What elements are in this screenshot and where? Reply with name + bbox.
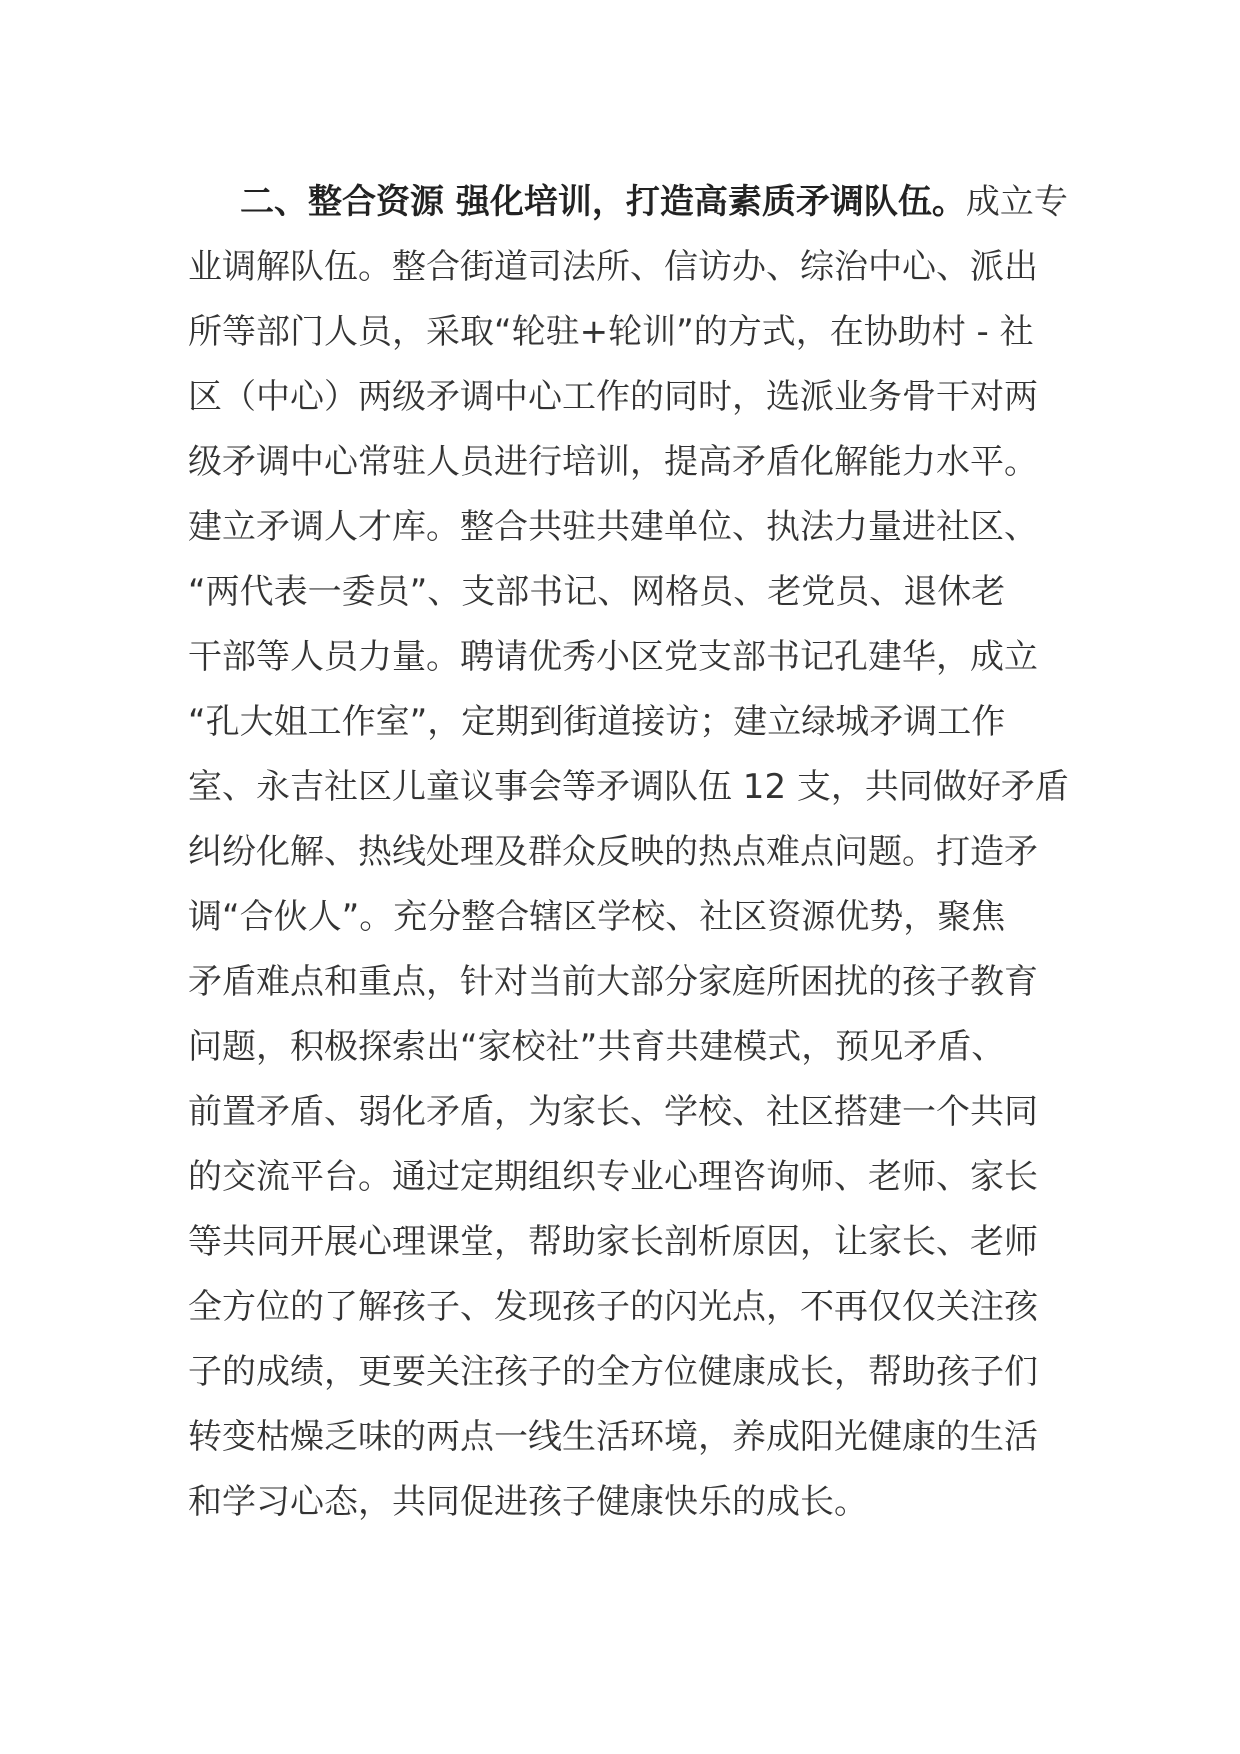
paragraph-line: 区（中心）两级矛调中心工作的同时，选派业务骨干对两 <box>188 377 1038 417</box>
section-heading: 二、整合资源 强化培训，打造高素质矛调队伍。 <box>240 182 966 222</box>
paragraph-line-1 <box>188 170 1068 235</box>
paragraph-text: 成立专 <box>965 182 1068 222</box>
paragraph-line: 室、永吉社区儿童议事会等矛调队伍 12 支，共同做好矛盾 <box>188 767 1069 807</box>
paragraph-line: 干部等人员力量。聘请优秀小区党支部书记孔建华，成立 <box>188 637 1038 677</box>
paragraph-line: 全方位的了解孩子、发现孩子的闪光点，不再仅仅关注孩 <box>188 1287 1038 1327</box>
paragraph-line: 所等部门人员，采取“轮驻+轮训”的方式，在协助村 - 社 <box>188 312 1034 352</box>
paragraph-line: 建立矛调人才库。整合共驻共建单位、执法力量进社区、 <box>188 507 1038 547</box>
paragraph-line: 矛盾难点和重点，针对当前大部分家庭所困扰的孩子教育 <box>188 962 1038 1002</box>
paragraph-line: 调“合伙人”。充分整合辖区学校、社区资源优势，聚焦 <box>188 897 1006 937</box>
paragraph-line: “孔大姐工作室”，定期到街道接访；建立绿城矛调工作 <box>188 702 1006 742</box>
paragraph-line: 业调解队伍。整合街道司法所、信访办、综治中心、派出 <box>188 247 1038 287</box>
paragraph-line: 问题，积极探索出“家校社”共育共建模式，预见矛盾、 <box>188 1027 1006 1067</box>
paragraph-line: 的交流平台。通过定期组织专业心理咨询师、老师、家长 <box>188 1157 1038 1197</box>
paragraph-line: 子的成绩，更要关注孩子的全方位健康成长，帮助孩子们 <box>188 1352 1038 1392</box>
paragraph-line: 等共同开展心理课堂，帮助家长剖析原因，让家长、老师 <box>188 1222 1038 1262</box>
paragraph-line: 转变枯燥乏味的两点一线生活环境，养成阳光健康的生活 <box>188 1417 1038 1457</box>
paragraph-line: 级矛调中心常驻人员进行培训，提高矛盾化解能力水平。 <box>188 442 1038 482</box>
paragraph-line: 纠纷化解、热线处理及群众反映的热点难点问题。打造矛 <box>188 832 1038 872</box>
paragraph-line: 前置矛盾、弱化矛盾，为家长、学校、社区搭建一个共同 <box>188 1092 1038 1132</box>
body-paragraph <box>188 170 1069 1535</box>
paragraph-line: 和学习心态，共同促进孩子健康快乐的成长。 <box>188 1482 868 1522</box>
paragraph-line: “两代表一委员”、支部书记、网格员、老党员、退休老 <box>188 572 1006 612</box>
